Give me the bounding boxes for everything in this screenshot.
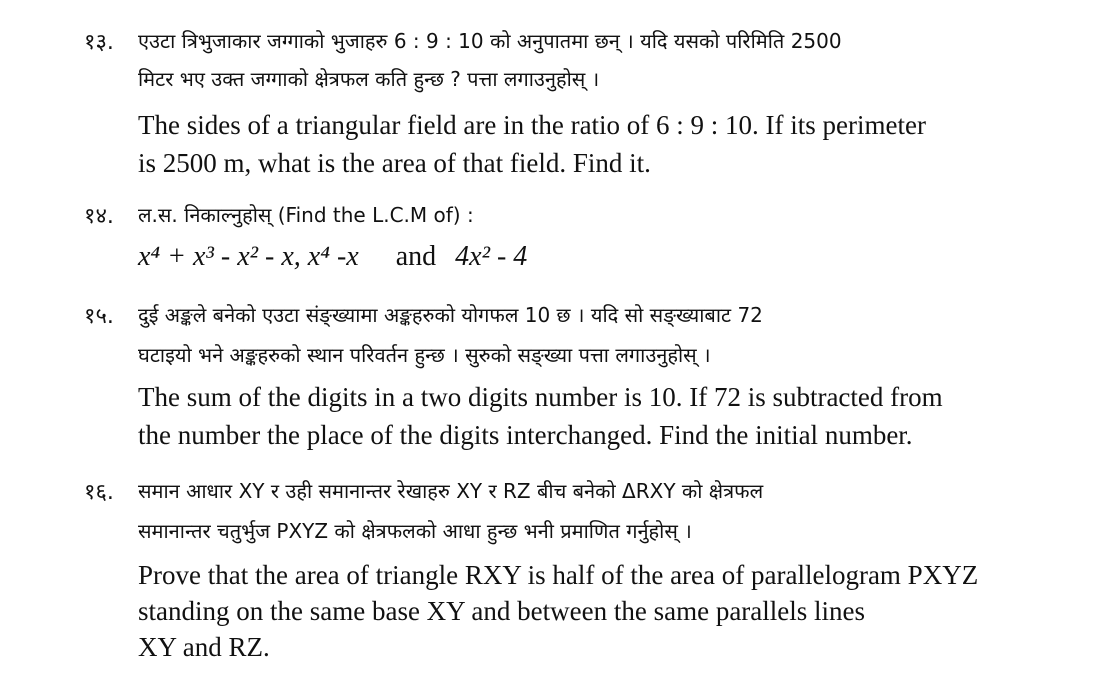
question-english-line: standing on the same base XY and between the same parallels lines (138, 596, 866, 626)
lcm-conjunction: and (395, 241, 437, 272)
question-english-line: the number the place of the digits interchanged. Find the initial number. (138, 420, 913, 450)
question-nepali-line: समान आधार XY र उही समानान्तर रेखाहरु XY र RZ बीच बनेको ΔRXY को क्षेत्रफल (138, 479, 764, 503)
question-nepali-line: एउटा त्रिभुजाकार जग्गाको भुजाहरु 6 : 9 : 10 को अनुपातमा छन् । यदि यसको परिमिति 2500 (138, 29, 842, 53)
question-english-line: XY and RZ. (138, 632, 270, 662)
question-english-line: The sum of the digits in a two digits number is 10. If 72 is subtracted from (138, 382, 943, 412)
question-english-line: is 2500 m, what is the area of that field. Find it. (138, 148, 651, 178)
lcm-expression-2: 4x² - 4 (455, 241, 528, 272)
question-number: १३. (84, 30, 114, 55)
question-nepali-line: समानान्तर चतुर्भुज PXYZ को क्षेत्रफलको आधा हुन्छ भनी प्रमाणित गर्नुहोस् । (138, 519, 692, 543)
question-nepali-line: दुई अङ्कले बनेको एउटा संङ्ख्यामा अङ्कहरुको योगफल 10 छ । यदि सो सङ्ख्याबाट 72 (138, 303, 763, 327)
question-english-line: The sides of a triangular field are in the ratio of 6 : 9 : 10. If its perimeter (138, 110, 926, 140)
question-nepali-line: घटाइयो भने अङ्कहरुको स्थान परिवर्तन हुन्छ । सुरुको सङ्ख्या पत्ता लगाउनुहोस् । (138, 343, 711, 367)
question-number: १६. (84, 480, 114, 505)
question-heading: ल.स. निकाल्नुहोस् (Find the L.C.M of) : (138, 203, 474, 227)
question-nepali-line: मिटर भए उक्त जग्गाको क्षेत्रफल कति हुन्छ ? पत्ता लगाउनुहोस् । (138, 67, 600, 91)
lcm-expression: x⁴ + x³ - x² - x, x⁴ -x (138, 241, 359, 272)
question-expression (138, 238, 527, 276)
question-number: १४. (84, 204, 114, 229)
question-number: १५. (84, 304, 114, 329)
question-english-line: Prove that the area of triangle RXY is half of the area of parallelogram PXYZ (138, 560, 979, 590)
